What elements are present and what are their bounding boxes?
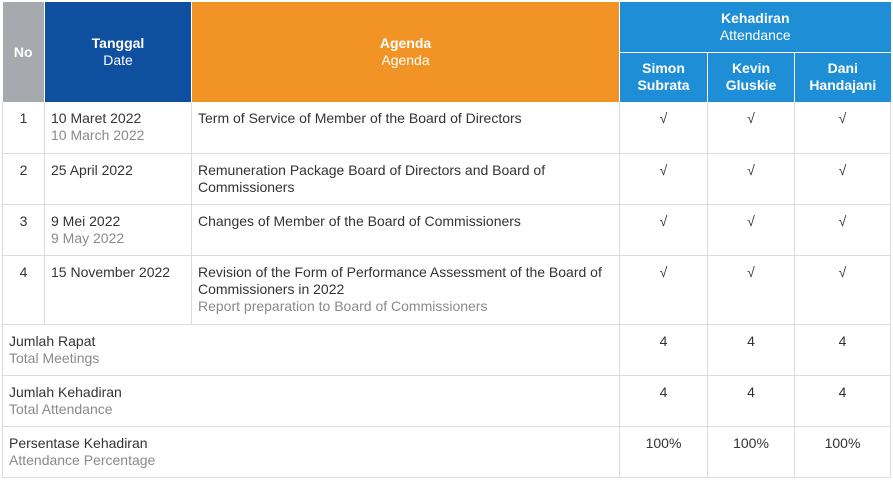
row-date: 15 November 2022 bbox=[45, 255, 192, 324]
summary-value: 100% bbox=[795, 426, 891, 477]
row-agenda: Remuneration Package Board of Directors and Board of Commissioners bbox=[192, 153, 620, 204]
row-agenda: Revision of the Form of Performance Assessment of the Board of Commissioners in 2022 Report preparation to Board of Commissioners bbox=[192, 255, 620, 324]
header-no: No bbox=[3, 2, 45, 102]
attendance-mark: √ bbox=[795, 204, 891, 255]
summary-row-attendance-percentage bbox=[3, 426, 891, 477]
row-agenda: Changes of Member of the Board of Commissioners bbox=[192, 204, 620, 255]
attendance-mark: √ bbox=[620, 204, 708, 255]
table-row bbox=[3, 204, 891, 255]
header-attendance: Kehadiran Attendance bbox=[620, 2, 891, 52]
row-number: 2 bbox=[3, 153, 45, 204]
summary-value: 100% bbox=[620, 426, 708, 477]
row-date: 10 Maret 2022 10 March 2022 bbox=[45, 102, 192, 153]
table-row bbox=[3, 102, 891, 153]
summary-value: 4 bbox=[708, 375, 795, 426]
attendance-mark: √ bbox=[708, 153, 795, 204]
summary-label: Jumlah Kehadiran Total Attendance bbox=[3, 375, 620, 426]
table-row bbox=[3, 153, 891, 204]
attendance-mark: √ bbox=[708, 204, 795, 255]
summary-value: 4 bbox=[620, 375, 708, 426]
summary-row-total-meetings bbox=[3, 324, 891, 375]
summary-value: 4 bbox=[620, 324, 708, 375]
row-date: 9 Mei 2022 9 May 2022 bbox=[45, 204, 192, 255]
row-number: 1 bbox=[3, 102, 45, 153]
table-row bbox=[3, 255, 891, 324]
attendance-mark: √ bbox=[708, 102, 795, 153]
summary-value: 4 bbox=[795, 324, 891, 375]
attendance-mark: √ bbox=[620, 102, 708, 153]
summary-row-total-attendance bbox=[3, 375, 891, 426]
header-member-dani: Dani Handajani bbox=[795, 52, 891, 102]
attendance-mark: √ bbox=[795, 153, 891, 204]
summary-value: 4 bbox=[795, 375, 891, 426]
row-agenda: Term of Service of Member of the Board of Directors bbox=[192, 102, 620, 153]
attendance-mark: √ bbox=[620, 153, 708, 204]
header-member-kevin: Kevin Gluskie bbox=[708, 52, 795, 102]
summary-value: 4 bbox=[708, 324, 795, 375]
header-member-simon: Simon Subrata bbox=[620, 52, 708, 102]
header-agenda: Agenda Agenda bbox=[192, 2, 620, 102]
attendance-table bbox=[2, 2, 891, 478]
row-number: 3 bbox=[3, 204, 45, 255]
attendance-mark: √ bbox=[795, 255, 891, 324]
row-number: 4 bbox=[3, 255, 45, 324]
attendance-mark: √ bbox=[708, 255, 795, 324]
summary-label: Jumlah Rapat Total Meetings bbox=[3, 324, 620, 375]
header-date: Tanggal Date bbox=[45, 2, 192, 102]
attendance-mark: √ bbox=[620, 255, 708, 324]
summary-label: Persentase Kehadiran Attendance Percentage bbox=[3, 426, 620, 477]
row-date: 25 April 2022 bbox=[45, 153, 192, 204]
attendance-mark: √ bbox=[795, 102, 891, 153]
summary-value: 100% bbox=[708, 426, 795, 477]
